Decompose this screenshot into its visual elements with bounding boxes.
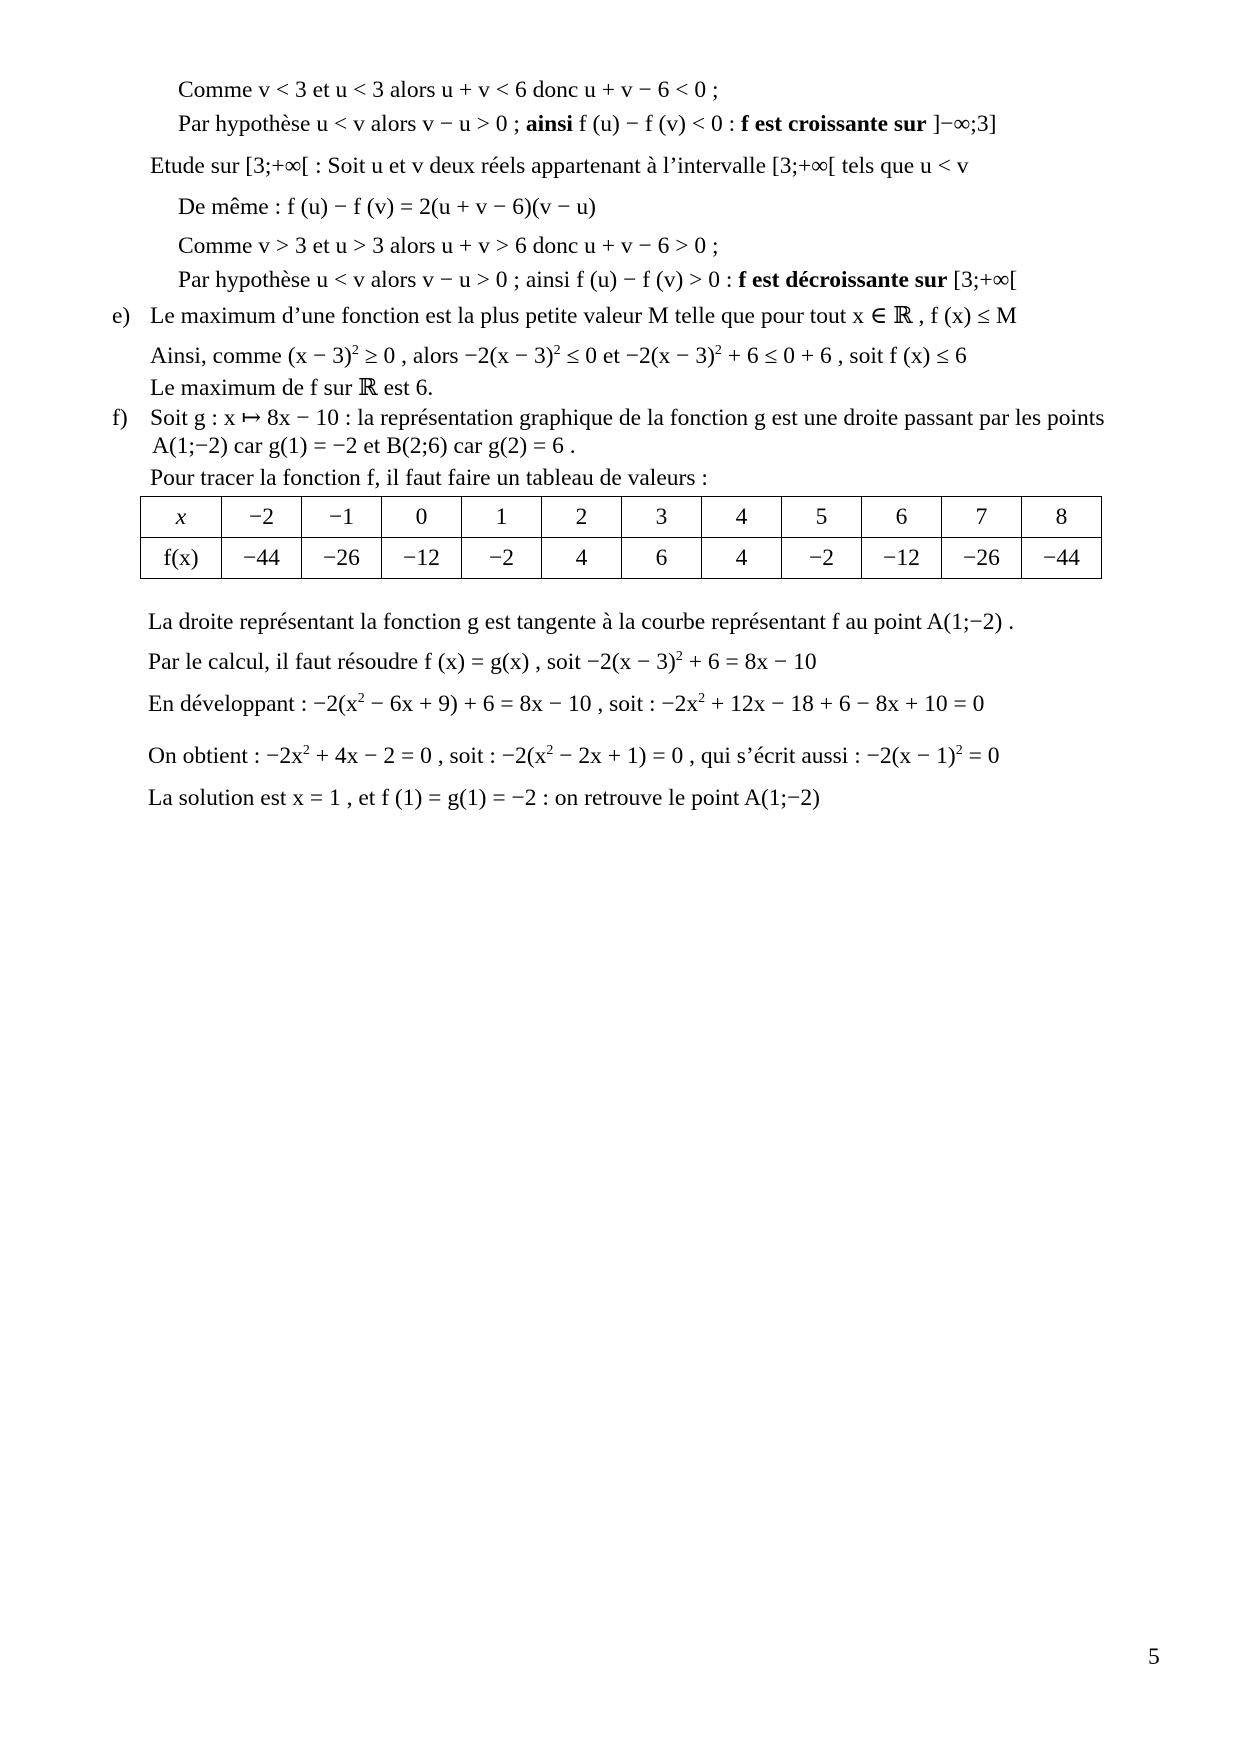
table-cell: 5 <box>782 497 862 538</box>
exponent: 2 <box>357 691 365 706</box>
text: En développant : −2(x <box>148 691 358 717</box>
text: = 0 <box>962 743 1000 769</box>
text-bold: f est croissante sur <box>741 111 927 137</box>
table-cell: 7 <box>942 497 1022 538</box>
table-header-x: x <box>141 497 222 538</box>
table-cell: 4 <box>702 538 782 579</box>
line-ainsi-comme <box>150 340 967 372</box>
text: Par le calcul, il faut résoudre f (x) = g(x) , soit −2(x − 3) <box>148 649 676 675</box>
text: Par hypothèse u < v alors v − u > 0 ; <box>178 111 526 137</box>
line-solution: La solution est x = 1 , et f (1) = g(1) = −2 : on retrouve le point A(1;−2) <box>148 785 820 811</box>
line-tangente: La droite représentant la fonction g est tangente à la courbe représentant f au point A(1;−2) . <box>148 609 1015 635</box>
table-cell: 2 <box>542 497 622 538</box>
line-on-obtient <box>148 740 1000 772</box>
line-tableau-intro: Pour tracer la fonction f, il faut faire un tableau de valeurs : <box>150 465 708 491</box>
text: + 12x − 18 + 6 − 8x + 10 = 0 <box>705 691 985 717</box>
table-cell: −26 <box>302 538 382 579</box>
table-cell: 6 <box>622 538 702 579</box>
table-cell: −2 <box>782 538 862 579</box>
line-soit-g: Soit g : x ↦ 8x − 10 : la représentation graphique de la fonction g est une droite passant par les points <box>150 405 1105 431</box>
exponent: 2 <box>675 649 683 664</box>
line-maximum-value: Le maximum de f sur ℝ est 6. <box>150 375 434 401</box>
text: − 2x + 1) = 0 , qui s’écrit aussi : −2(x − 1) <box>553 743 956 769</box>
table-cell: 1 <box>462 497 542 538</box>
exponent: 2 <box>714 343 722 358</box>
item-label-e: e) <box>112 303 131 329</box>
exponent: 2 <box>698 691 706 706</box>
text: Par hypothèse u < v alors v − u > 0 ; ainsi f (u) − f (v) > 0 : <box>178 267 739 293</box>
table-cell: −44 <box>1022 538 1102 579</box>
text-bold: ainsi <box>525 111 573 137</box>
line-resoudre <box>148 646 817 678</box>
text: + 6 ≤ 0 + 6 , soit f (x) ≤ 6 <box>721 343 967 369</box>
value-table <box>140 496 1102 579</box>
table-cell: −12 <box>382 538 462 579</box>
text: On obtient : −2x <box>148 743 303 769</box>
text: − 6x + 9) + 6 = 8x − 10 , soit : −2x <box>364 691 699 717</box>
text: ≥ 0 , alors −2(x − 3) <box>358 343 554 369</box>
table-header-fx: f(x) <box>141 538 222 579</box>
text: + 6 = 8x − 10 <box>682 649 817 675</box>
text: Ainsi, comme (x − 3) <box>150 343 352 369</box>
table-row-fx <box>141 538 1102 579</box>
table-cell: −26 <box>942 538 1022 579</box>
line-maximum-definition: Le maximum d’une fonction est la plus petite valeur M telle que pour tout x ∈ ℝ , f (x) ≤ M <box>150 303 1017 329</box>
item-label-f: f) <box>112 405 128 431</box>
text: + 4x − 2 = 0 , soit : −2(x <box>309 743 547 769</box>
line-comme-v-gt-3: Comme v > 3 et u > 3 alors u + v > 6 donc u + v − 6 > 0 ; <box>178 233 719 259</box>
table-row-x <box>141 497 1102 538</box>
table-cell: −1 <box>302 497 382 538</box>
text-bold: f est décroissante sur <box>738 267 948 293</box>
table-cell: 8 <box>1022 497 1102 538</box>
line-points-a-b: A(1;−2) car g(1) = −2 et B(2;6) car g(2) = 6 . <box>152 433 576 459</box>
exponent: 2 <box>553 343 561 358</box>
table-cell: 0 <box>382 497 462 538</box>
exponent: 2 <box>351 343 359 358</box>
table-cell: −2 <box>462 538 542 579</box>
table-cell: 3 <box>622 497 702 538</box>
exponent: 2 <box>955 743 963 758</box>
line-developpant <box>148 688 984 720</box>
line-hypothese-croissante <box>178 108 996 140</box>
table-cell: −44 <box>222 538 302 579</box>
page-number: 5 <box>1148 1644 1160 1670</box>
text: ≤ 0 et −2(x − 3) <box>560 343 715 369</box>
table-cell: −2 <box>222 497 302 538</box>
line-hypothese-decroissante <box>178 264 1017 296</box>
text: f (u) − f (v) < 0 : <box>572 111 741 137</box>
table-cell: 4 <box>542 538 622 579</box>
line-etude-sur: Etude sur [3;+∞[ : Soit u et v deux réels appartenant à l’intervalle [3;+∞[ tels que u < v <box>150 153 969 179</box>
exponent: 2 <box>302 743 310 758</box>
line-de-meme: De même : f (u) − f (v) = 2(u + v − 6)(v − u) <box>178 194 596 220</box>
table-cell: 6 <box>862 497 942 538</box>
text: [3;+∞[ <box>947 267 1018 293</box>
exponent: 2 <box>546 743 554 758</box>
line-comme-v-lt-3: Comme v < 3 et u < 3 alors u + v < 6 donc u + v − 6 < 0 ; <box>178 77 719 103</box>
table-cell: −12 <box>862 538 942 579</box>
table-cell: 4 <box>702 497 782 538</box>
text: ]−∞;3] <box>926 111 997 137</box>
